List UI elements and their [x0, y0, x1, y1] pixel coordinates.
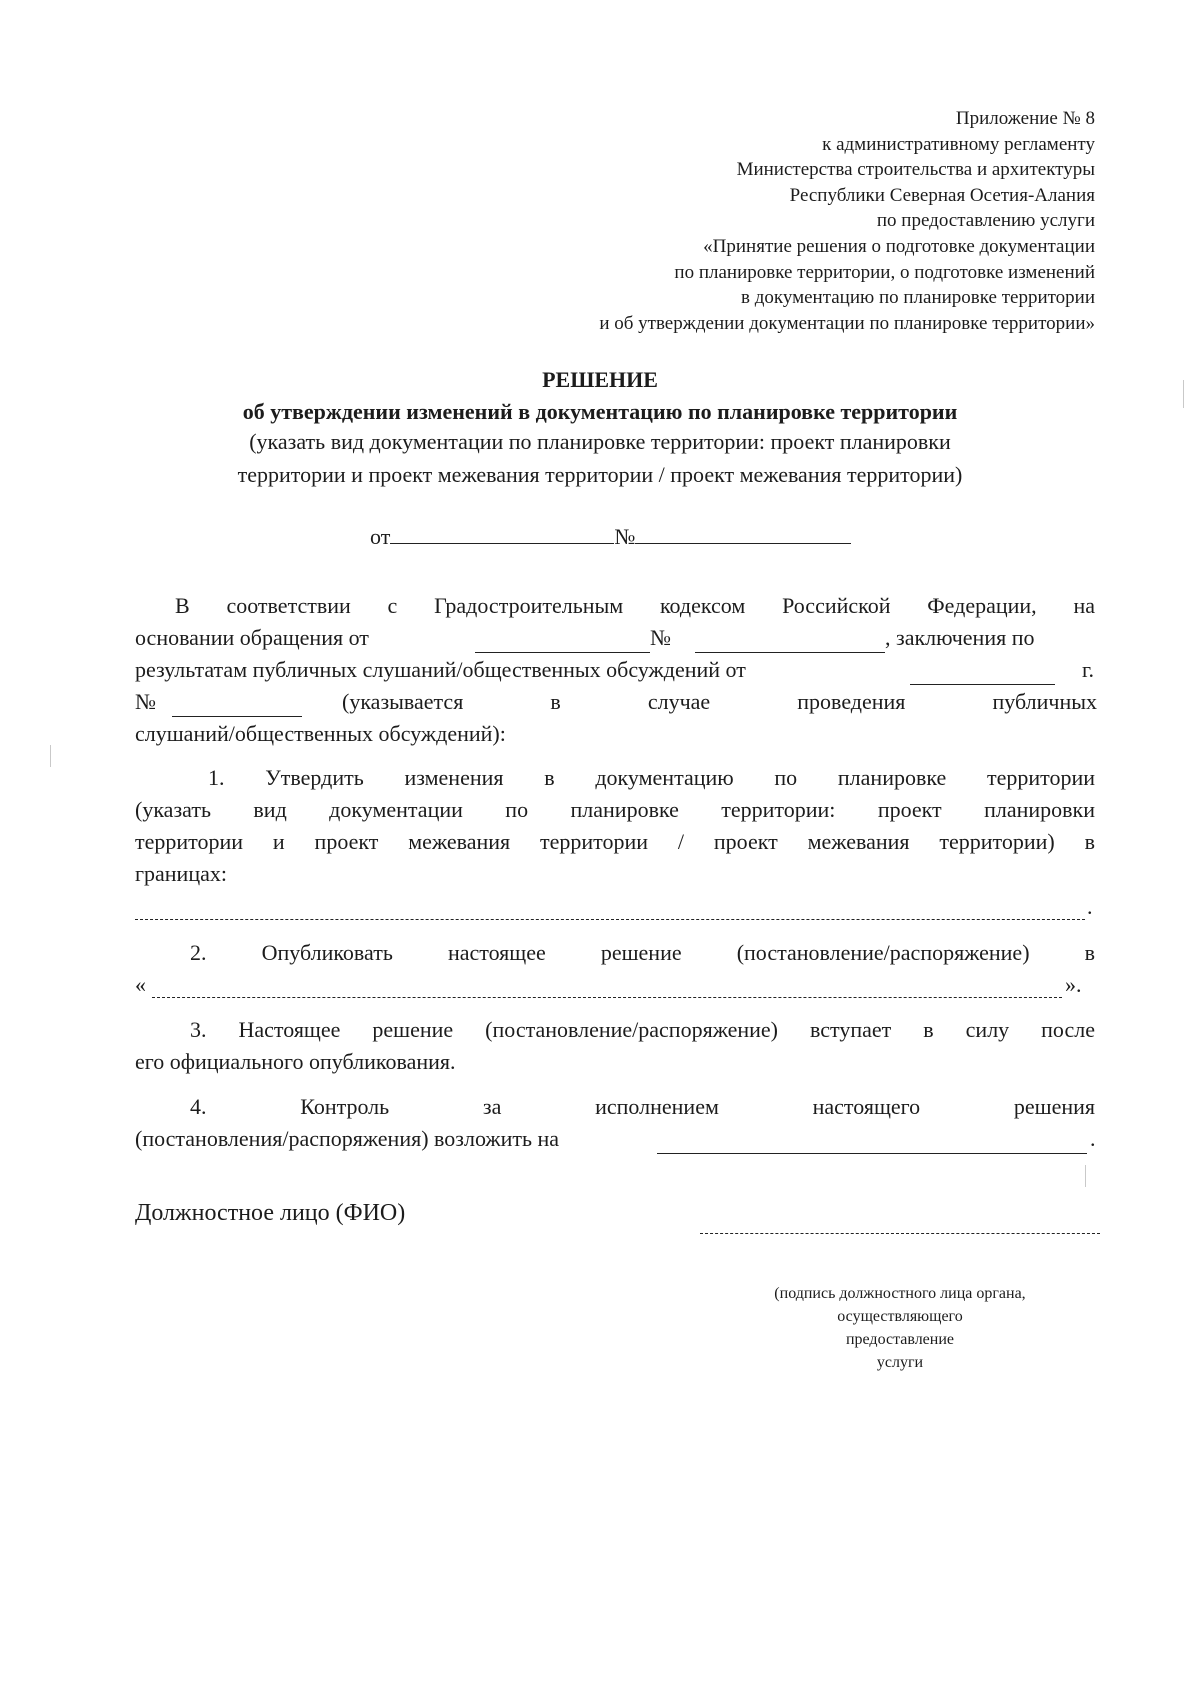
appendix-line: в документацию по планировке территории: [740, 287, 1095, 309]
appendix-line: «Принятие решения о подготовке документации: [703, 235, 1095, 257]
preamble-text: , заключения по: [885, 625, 1035, 650]
item-3-text: 3. Настоящее решение (постановление/распоряжение) вступает в силу после: [190, 1017, 1095, 1042]
signature-note-line: услуги: [876, 1354, 924, 1371]
signature-note-line: (подпись должностного лица органа,: [774, 1285, 1026, 1302]
appendix-line: по планировке территории, о подготовке изменений: [674, 261, 1095, 283]
appendix-header: [599, 106, 1095, 336]
appeal-date-blank: [475, 651, 650, 653]
publication-source-blank: [152, 996, 1062, 998]
appendix-line: и об утверждении документации по планировке территории»: [599, 312, 1095, 334]
hearing-number-label: №: [135, 689, 156, 714]
official-name-label: Должностное лицо (ФИО): [135, 1200, 406, 1226]
number-blank: [635, 542, 851, 544]
preamble-line-2: [135, 625, 369, 651]
appendix-line: Министерства строительства и архитектуры: [736, 159, 1095, 181]
signature-note-line: предоставление: [845, 1331, 955, 1348]
appeal-number-label: №: [650, 625, 671, 650]
item-4-text: 4. Контроль за исполнением настоящего решения: [190, 1094, 1095, 1119]
scan-mark: [1085, 1165, 1086, 1187]
item-2-text: 2. Опубликовать настоящее решение (постановление/распоряжение) в: [190, 940, 1095, 965]
preamble-text: результатам публичных слушаний/общественных обсуждений от: [135, 657, 746, 682]
item-4-end: .: [1090, 1126, 1096, 1151]
item-3-text: его официального опубликования.: [135, 1049, 456, 1074]
appendix-line: Республики Северная Осетия-Алания: [789, 184, 1095, 206]
preamble-text: (указывается в случае проведения публичных: [342, 689, 1097, 714]
signature-note-line: осуществляющего: [837, 1308, 963, 1325]
document-type-note: территории и проект межевания территории / проект межевания территории): [237, 462, 963, 487]
responsible-person-blank: [657, 1152, 1087, 1154]
preamble-line: В соответствии с Градостроительным кодексом Российской Федерации, на: [175, 593, 1095, 618]
hearing-date-blank: [910, 683, 1055, 685]
open-quote: «: [135, 972, 146, 997]
date-label: от: [370, 524, 391, 549]
item-1-text: территории и проект межевания территории / проект межевания территории) в: [135, 829, 1095, 854]
year-label: г.: [1082, 657, 1095, 682]
appendix-line: Приложение № 8: [955, 108, 1095, 129]
appeal-number-blank: [695, 651, 885, 653]
item-1-text: границах:: [135, 861, 227, 886]
preamble-text: слушаний/общественных обсуждений):: [135, 721, 506, 746]
boundaries-blank: [135, 918, 1085, 920]
item-1-text: 1. Утвердить изменения в документацию по планировке территории: [208, 765, 1095, 790]
document-subtitle: об утверждении изменений в документацию по планировке территории: [242, 399, 958, 424]
document-type-note: (указать вид документации по планировке территории: проект планировки: [249, 429, 951, 454]
document-title: РЕШЕНИЕ: [542, 367, 658, 392]
appendix-line: к административному регламенту: [822, 133, 1095, 155]
item-1-end: .: [1087, 894, 1093, 919]
scan-mark: [1183, 380, 1184, 408]
hearing-number-blank: [172, 715, 302, 717]
item-4-text: (постановления/распоряжения) возложить на: [135, 1126, 560, 1151]
signature-blank: [700, 1232, 1100, 1234]
signature-note: [735, 1282, 1065, 1374]
appendix-line: по предоставлению услуги: [876, 210, 1095, 232]
preamble-text: основании обращения от: [135, 625, 369, 650]
date-blank: [390, 542, 614, 544]
close-quote: ».: [1065, 972, 1082, 997]
scan-mark: [50, 745, 51, 767]
date-line: [370, 524, 851, 550]
number-label: №: [614, 524, 636, 549]
item-1-text: (указать вид документации по планировке территории: проект планировки: [135, 797, 1095, 822]
